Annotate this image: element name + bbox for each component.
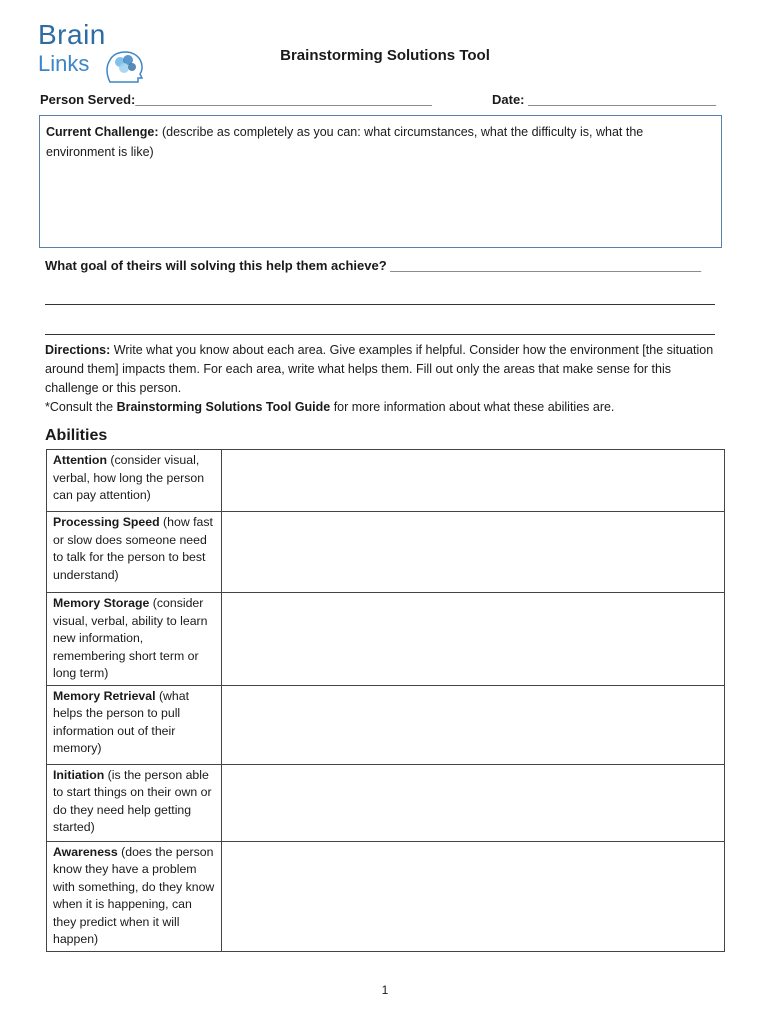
ability-name: Initiation bbox=[53, 767, 105, 782]
guide-title: Brainstorming Solutions Tool Guide bbox=[116, 400, 331, 414]
ability-name: Memory Retrieval bbox=[53, 688, 156, 703]
directions-label: Directions: bbox=[45, 343, 111, 357]
current-challenge-box[interactable] bbox=[39, 115, 722, 248]
ability-desc: (does the person know they have a problem with something, do they know when it is happening, can they predict when it will happen) bbox=[53, 844, 215, 946]
table-row bbox=[47, 512, 725, 593]
ability-label-processing-speed bbox=[47, 512, 222, 593]
consult-suffix: for more information about what these abilities are. bbox=[330, 400, 615, 414]
abilities-table bbox=[46, 449, 725, 952]
table-row bbox=[47, 593, 725, 686]
ability-notes-awareness[interactable] bbox=[222, 841, 725, 951]
ability-notes-memory-storage[interactable] bbox=[222, 593, 725, 686]
ability-label-memory-retrieval bbox=[47, 685, 222, 764]
table-row bbox=[47, 841, 725, 951]
page-title: Brainstorming Solutions Tool bbox=[280, 47, 490, 64]
current-challenge-text: (describe as completely as you can: what circumstances, what the difficulty is, what the environment is like) bbox=[46, 125, 644, 159]
ability-desc: (is the person able to start things on their own or do they need help getting started) bbox=[53, 767, 212, 834]
ability-notes-processing-speed[interactable] bbox=[222, 512, 725, 593]
page-number: 1 bbox=[381, 983, 389, 997]
ability-label-memory-storage bbox=[47, 593, 222, 686]
person-served-field[interactable]: Person Served:_________________________________________ bbox=[40, 92, 432, 107]
ability-desc: (consider visual, verbal, how long the person can pay attention) bbox=[53, 453, 205, 502]
logo-links-text: Links bbox=[38, 51, 90, 76]
ability-notes-memory-retrieval[interactable] bbox=[222, 685, 725, 764]
ability-desc: (consider visual, verbal, ability to learn new information, remembering short term or long term) bbox=[53, 596, 208, 680]
table-row bbox=[47, 685, 725, 764]
current-challenge-label: Current Challenge: bbox=[46, 125, 159, 139]
abilities-heading: Abilities bbox=[45, 427, 108, 444]
goal-answer-line-1[interactable] bbox=[45, 304, 715, 305]
goal-question: What goal of theirs will solving this help them achieve? ___________________________________________ bbox=[45, 258, 702, 273]
table-row bbox=[47, 764, 725, 841]
ability-notes-initiation[interactable] bbox=[222, 764, 725, 841]
ability-name: Processing Speed bbox=[53, 515, 160, 529]
ability-name: Awareness bbox=[53, 844, 118, 859]
ability-name: Memory Storage bbox=[53, 596, 150, 610]
ability-desc: (how fast or slow does someone need to talk for the person to best understand) bbox=[53, 515, 213, 582]
directions-body: Write what you know about each area. Give examples if helpful. Consider how the environment [the situation around them] impacts them. For each area, write what helps them. Fill out only the areas that make sense for this challenge or this person. bbox=[45, 343, 714, 395]
ability-label-awareness bbox=[47, 841, 222, 951]
table-row bbox=[47, 450, 725, 512]
goal-answer-line-2[interactable] bbox=[45, 334, 715, 335]
date-field[interactable]: Date: __________________________ bbox=[492, 92, 717, 107]
ability-name: Attention bbox=[53, 453, 107, 467]
directions-text bbox=[45, 341, 720, 417]
ability-desc: (what helps the person to pull information out of their memory) bbox=[53, 688, 190, 755]
ability-label-attention bbox=[47, 450, 222, 512]
consult-prefix: *Consult the bbox=[45, 400, 117, 414]
ability-notes-attention[interactable] bbox=[222, 450, 725, 512]
logo-brain-text: Brain bbox=[38, 19, 106, 50]
ability-label-initiation bbox=[47, 764, 222, 841]
